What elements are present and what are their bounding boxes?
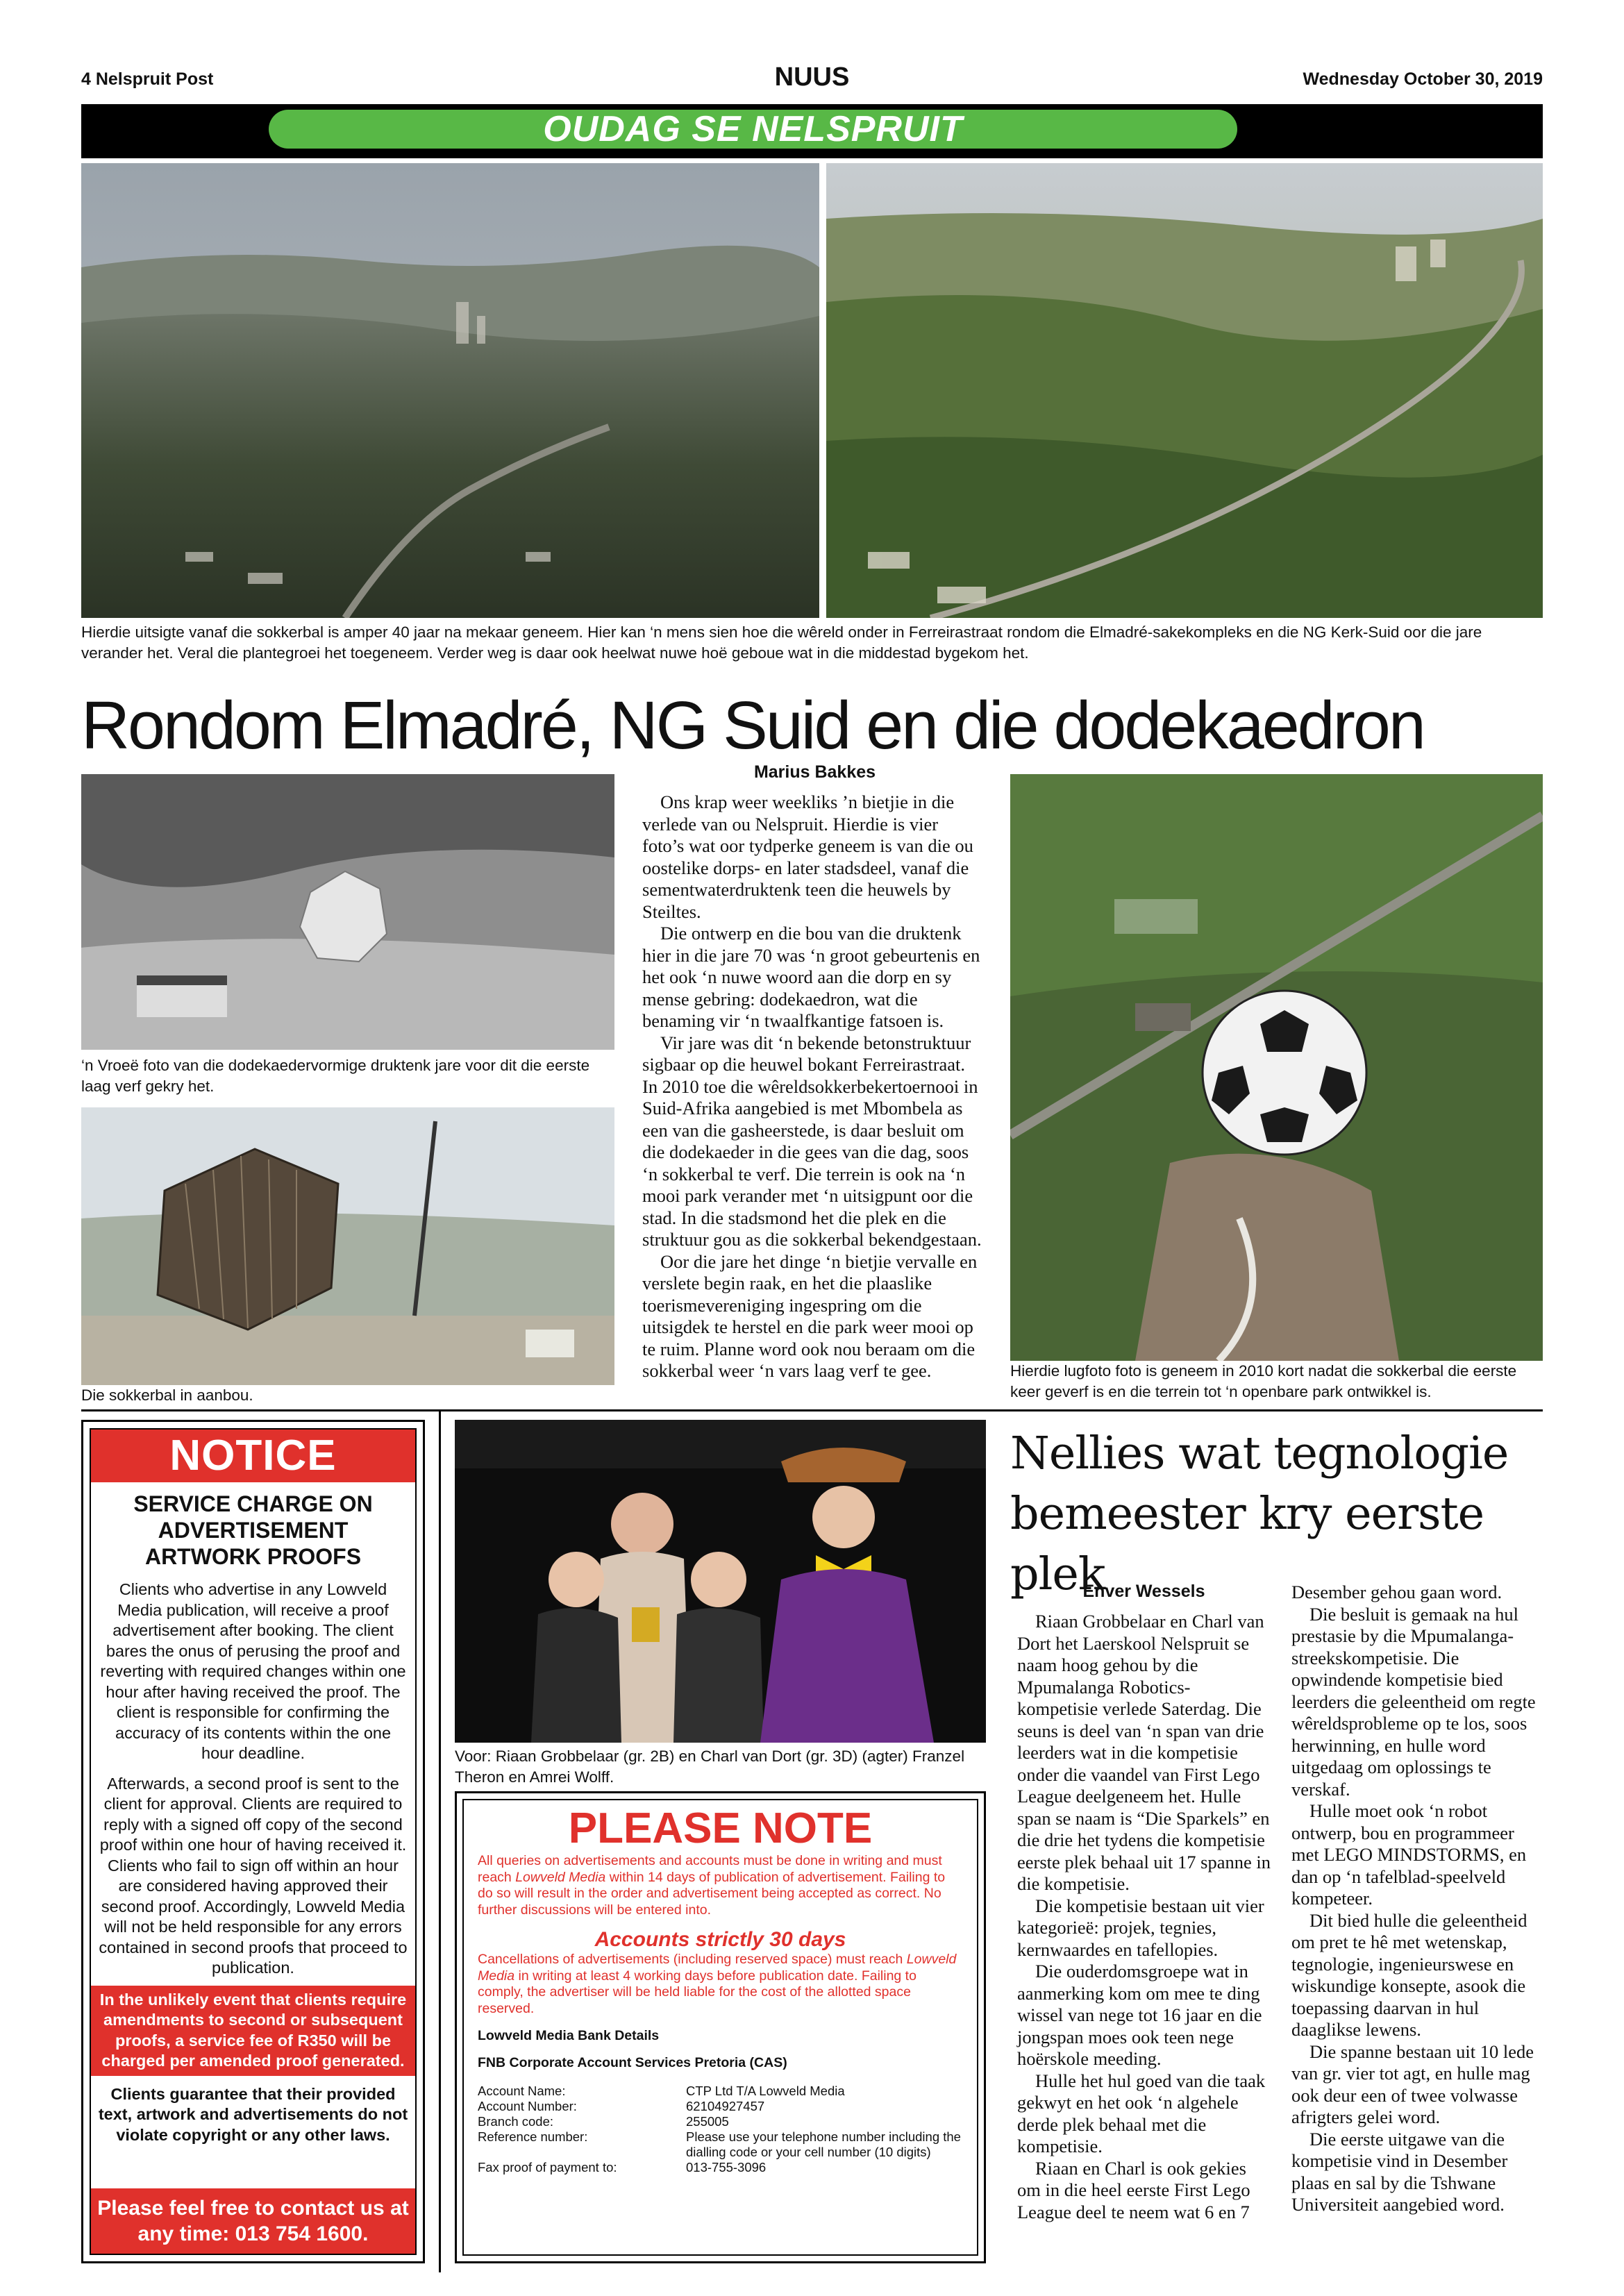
section-banner xyxy=(81,104,1543,158)
company-name: Lowveld Media xyxy=(478,1952,957,1984)
article2-paragraph: Die eerste uitgawe van die kompetisie vind in Desember plaas en sal by die Tshwane Universiteit aangebied word. xyxy=(1291,2128,1508,2215)
article2-headline: Nellies wat tegnologie bemeester kry eerste plek xyxy=(1010,1427,1509,1600)
bank-label: Fax proof of payment to: xyxy=(478,2160,617,2175)
article-author: Marius Bakkes xyxy=(753,762,876,782)
banner-title: OUDAG SE NELSPRUIT xyxy=(269,110,1237,149)
bank-value: 255005 xyxy=(686,2114,729,2129)
photo-early-tank xyxy=(81,774,614,1050)
notice-box xyxy=(81,1420,425,2263)
article-headline: Rondom Elmadré, NG Suid en die dodekaedron xyxy=(81,687,1424,763)
notice-title: NOTICE xyxy=(91,1430,415,1482)
column-divider xyxy=(439,1411,441,2272)
article2-paragraph: Riaan en Charl is ook gekies om in die heel eerste First Lego League deel te neem wat 6 en 7 xyxy=(1017,2157,1250,2222)
article2-paragraph: Hulle moet ook ‘n robot ontwerp, bou en programmeer met LEGO MINDSTORMS, en dan op ‘n tafelblad-speelveld kompeteer. xyxy=(1291,1800,1527,1909)
section-title: NUUS xyxy=(774,62,850,92)
bank-label: Account Number: xyxy=(478,2099,577,2113)
bank-details-table xyxy=(478,2084,963,2175)
article-body xyxy=(642,791,982,1382)
article-paragraph: Oor die jare het dinge ‘n bietjie vervalle en verslete begin raak, en het die plaaslike toerismevereniging ingespring om die uitsigdek te herstel en die park weer mooi op te ruim. Planne word ook nou beraam om die sokkerbal weer ‘n vars laag verf te gee. xyxy=(642,1250,978,1381)
photo-old-view xyxy=(81,163,819,618)
accounts-heading: Accounts strictly 30 days xyxy=(594,1928,846,1951)
cancellations-text: Cancellations of advertisements (including reserved space) must reach xyxy=(478,1952,907,1967)
article2-column-1 xyxy=(1017,1611,1271,2223)
section-divider xyxy=(81,1409,1543,1411)
bank-name: FNB Corporate Account Services Pretoria (CAS) xyxy=(478,2055,787,2070)
bank-label: Reference number: xyxy=(478,2129,588,2144)
photo-team xyxy=(455,1420,986,1743)
caption-early-tank: ‘n Vroeë foto van die dodekaedervormige druktenk jare voor dit die eerste laag verf gekry het. xyxy=(81,1057,590,1095)
bank-label: Account Name: xyxy=(478,2084,566,2098)
article2-paragraph: Riaan Grobbelaar en Charl van Dort het Laerskool Nelspruit se naam hoog gehou by die Mpumalanga Robotics-kompetisie verlede Saterdag. Die seuns is deel van ‘n span van drie leerders wat in die kompetisie onder die vaandel van First Lego League deelgeneem het. Hulle span se naam is “Die Sparkels” en die drie het tydens die kompetisie eerste plek behaal uit 17 spanne in die kompetisie. xyxy=(1017,1611,1271,1894)
issue-date: Wednesday October 30, 2019 xyxy=(1303,69,1543,89)
article2-author: Enver Wessels xyxy=(1082,1582,1205,1601)
cancellations-text: in writing at least 4 working days before publication date. Failing to comply, the advertiser will be held liable for the cost of the allotted space reserved. xyxy=(478,1968,916,2016)
notice-fee-warning: In the unlikely event that clients require amendments to second or subsequent proofs, a service fee of R350 will be charged per amended proof generated. xyxy=(91,1986,415,2076)
photo-aerial-soccerball xyxy=(1010,774,1543,1361)
notice-paragraph: Clients who advertise in any Lowveld Media publication, will receive a proof advertisement after booking. The client bares the onus of perusing the proof and reverting with required changes within one hour after having received the proof. The client is responsible for confirming the accuracy of its contents within the one hour deadline. xyxy=(100,1580,406,1762)
page-number-label: 4 Nelspruit Post xyxy=(81,69,214,89)
photo-construction xyxy=(81,1107,614,1385)
article2-paragraph: Hulle het hul goed van die taak gekwyt en het ook ‘n algehele derde plek behaal met die kompetisie. xyxy=(1017,2070,1266,2156)
bank-row xyxy=(478,2099,963,2114)
bank-row xyxy=(478,2129,963,2160)
please-note-box xyxy=(455,1791,986,2263)
please-note-title: PLEASE NOTE xyxy=(568,1804,873,1852)
queries-text: within 14 days of publication of advertisement. Failing to do so will result in the order and advertisement being accepted as correct. No further discussions will be entered into. xyxy=(478,1869,946,1918)
bank-label: Branch code: xyxy=(478,2114,554,2129)
article-paragraph: Die ontwerp en die bou van die druktenk hier in die jare 70 was ‘n groot gebeurtenis en het ook ‘n nuwe woord aan die dorp en sy mense gebring: dodekaedron, wat die benaming vir ‘n twaalfkantige fatsoen is. xyxy=(642,923,980,1031)
caption-aerial: Hierdie lugfoto foto is geneem in 2010 kort nadat die sokkerbal die eerste keer geverf is en die terrein tot ‘n openbare park ontwikkel is. xyxy=(1010,1362,1517,1400)
photo-recent-view xyxy=(826,163,1543,618)
article2-continuation: Desember gehou gaan word. xyxy=(1291,1582,1502,1602)
notice-copyright: Clients guarantee that their provided text, artwork and advertisements do not violate copyright or any other laws. xyxy=(98,2084,408,2144)
article2-paragraph: Die kompetisie bestaan uit vier kategorieë: projek, tegnies, kernwaardes en tafellopies. xyxy=(1017,1895,1264,1960)
caption-construction: Die sokkerbal in aanbou. xyxy=(81,1386,253,1404)
article2-column-2 xyxy=(1291,1582,1545,2216)
article2-paragraph: Die besluit is gemaak na hul prestasie by die Mpumalanga-streekskompetisie. Die opwindende kompetisie bied leerders die geleentheid om regte wêreldsprobleme op te los, soos herwinning, en hulle word uitgedaag om oplossings te verskaf. xyxy=(1291,1603,1536,1800)
article-paragraph: Ons krap weer weekliks ’n bietjie in die verlede van ou Nelspruit. Hierdie is vier foto’s wat oor tydperke geneem is van die ou oostelike dorps- en later stadsdeel, vanaf die sementwaterdruktenk teen die heuwels by Steiltes. xyxy=(642,791,973,922)
notice-paragraph: Afterwards, a second proof is sent to the client for approval. Clients are required to reply with a signed off copy of the second proof within one hour of having received it. Clients who fail to sign off within an hour are considered having approved their second proof. Accordingly, Lowveld Media will not be held responsible for any errors contained in second proofs that proceed to publication. xyxy=(99,1774,408,1977)
article-paragraph: Vir jare was dit ‘n bekende betonstruktuur sigbaar op die heuwel bokant Ferreirastraat. In 2010 toe die wêreldsokkerbekertoernooi in Suid-Afrika aangebied is met Mbombela as een van die gasheerstede, is daar besluit om die dodekaeder in die gees van die dag, soos ‘n sokkerbal te verf. Die terrein is ook na ‘n mooi park verander met ‘n uitsigpunt oor die stad. In die stadsmond het die plek en die struktuur gou as die sokkerbal bekendgestaan. xyxy=(642,1032,982,1250)
bank-details-title: Lowveld Media Bank Details xyxy=(478,2028,660,2043)
bank-row xyxy=(478,2160,963,2175)
article2-paragraph: Die ouderdomsgroepe wat in aanmerking kom om mee te ding wissel van nege tot 16 jaar en die jongspan moes ook teen nege hoërskole meeding. xyxy=(1017,1961,1262,2069)
queries-text: All queries on advertisements and accounts must be done in writing and must reach xyxy=(478,1853,942,1885)
notice-contact: Please feel free to contact us at any time: 013 754 1600. xyxy=(91,2188,415,2254)
please-note-cancellations xyxy=(478,1952,963,2017)
article2-paragraph: Dit bied hulle die geleentheid om pret te hê met wetenskap, tegnologie, ingenieurswese en wiskundige konsepte, asook die toepassing daarvan in hul daaglikse lewens. xyxy=(1291,1909,1527,2040)
please-note-queries xyxy=(478,1853,963,1918)
notice-subtitle: SERVICE CHARGE ON ADVERTISEMENT ARTWORK PROOFS xyxy=(133,1491,373,1569)
top-photos-caption: Hierdie uitsigte vanaf die sokkerbal is amper 40 jaar na mekaar geneem. Hier kan ‘n mens sien hoe die wêreld onder in Ferreirastraat rondom die Elmadré-sakekompleks en die NG Kerk-Suid oor die jare verander het. Veral die plantegroei het toegeneem. Verder weg is daar ook heelwat nuwe hoë geboue wat in die middestad bygekom het. xyxy=(81,623,1482,662)
bank-value: Please use your telephone number including the dialling code or your cell number (10 digits) xyxy=(686,2129,961,2159)
bank-value: CTP Ltd T/A Lowveld Media xyxy=(686,2084,845,2098)
article2-paragraph: Die spanne bestaan uit 10 lede van gr. vier tot agt, en hulle mag ook deur een of twee volwasse afrigters gelei word. xyxy=(1291,2041,1534,2127)
bank-row xyxy=(478,2114,963,2129)
bank-value: 013-755-3096 xyxy=(686,2160,767,2175)
bank-row xyxy=(478,2084,963,2099)
caption-team: Voor: Riaan Grobbelaar (gr. 2B) en Charl van Dort (gr. 3D) (agter) Franzel Theron en Amrei Wolff. xyxy=(455,1748,965,1786)
company-name: Lowveld Media xyxy=(515,1869,606,1885)
bank-value: 62104927457 xyxy=(686,2099,765,2113)
